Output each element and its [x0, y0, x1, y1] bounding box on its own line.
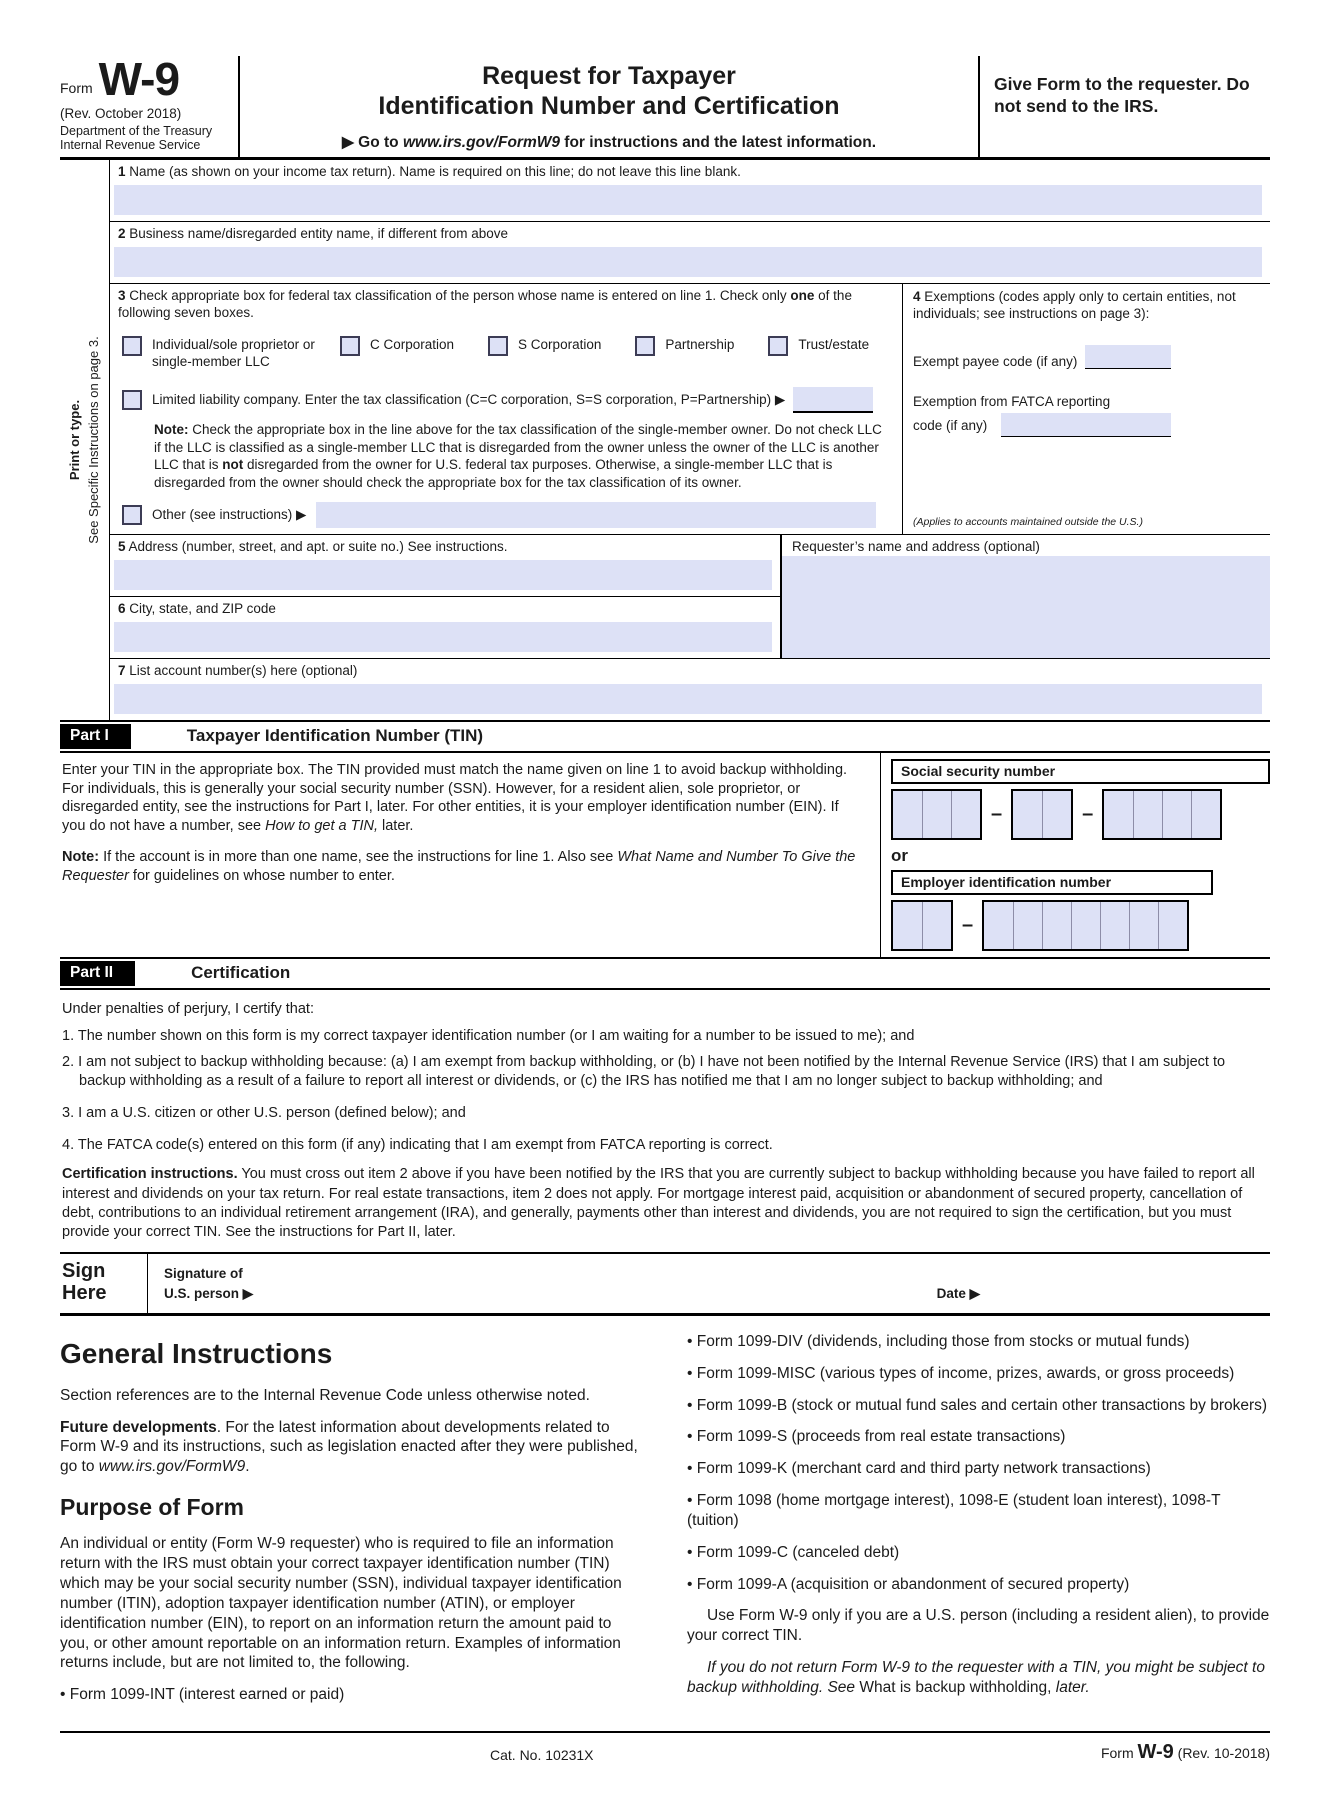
individual-checkbox-label: Individual/sole proprietor or single-member LLC: [152, 336, 315, 370]
line4-number: 4: [913, 288, 921, 304]
part1-body: [60, 753, 1270, 957]
other-label: Other (see instructions) ▶: [152, 507, 307, 523]
date-input[interactable]: [1000, 1266, 1230, 1310]
trust-estate-label: Trust/estate: [798, 336, 870, 352]
goto-instructions-line: [248, 133, 970, 152]
ssn-digit-5[interactable]: [1042, 791, 1071, 838]
certification-instructions-bold: Certification instructions.: [62, 1166, 238, 1183]
line7-row: [110, 659, 1270, 720]
part1-paragraph: Enter your TIN in the appropriate box. The TIN provided must match the name given on line 1 to avoid backup withholding. For individuals, this is generally your social security number (SSN). However, for a resident alien, sole proprietor, or disregarded entity, see the instructions for Part I, later. For other entities, it is your employer identification number (EIN). If you do not have a number, see: [62, 761, 848, 835]
form-id-block: [60, 53, 240, 157]
ein-digit-8[interactable]: [1129, 902, 1158, 949]
signature-label-line1: Signature of: [164, 1265, 243, 1281]
account-numbers-input[interactable]: [114, 684, 1262, 714]
footer-form-revision: (Rev. 10-2018): [1173, 1745, 1270, 1762]
city-state-zip-input[interactable]: [114, 622, 772, 652]
ein-digit-2[interactable]: [922, 902, 951, 949]
other-checkbox[interactable]: [122, 505, 142, 525]
applies-note: (Applies to accounts maintained outside the U.S.): [913, 516, 1143, 529]
tax-class-checkbox-row: [122, 336, 902, 371]
line3-label-one: one: [790, 287, 815, 303]
here-word: Here: [62, 1282, 107, 1305]
ein-digit-9[interactable]: [1158, 902, 1187, 949]
requester-block: [782, 535, 1270, 658]
form-number: W-9: [98, 53, 180, 105]
bullet-1099-s: • Form 1099-S (proceeds from real estate transactions): [687, 1427, 1270, 1447]
form-header: [60, 53, 1270, 157]
ssn-boxes: [891, 789, 1270, 840]
line4-label: Exemptions (codes apply only to certain entities, not individuals; see instructions on page 3):: [913, 288, 1236, 322]
part1-note-a: If the account is in more than one name, see the instructions for line 1. Also see: [99, 849, 618, 866]
section-references-paragraph: Section references are to the Internal Revenue Code unless otherwise noted.: [60, 1386, 590, 1404]
llc-note-p2: disregarded from the owner for U.S. federal tax purposes. Otherwise, a single-member LLC that is disregarded from the owner should check the appropriate box for the tax classification of its owner.: [154, 457, 833, 491]
bullet-1099-a: • Form 1099-A (acquisition or abandonment of secured property): [687, 1575, 1270, 1595]
catalog-number: Cat. No. 10231X: [490, 1747, 594, 1764]
s-corporation-label: S Corporation: [518, 336, 602, 352]
line3-label-pre: Check appropriate box for federal tax classification of the person whose name is entered on line 1. Check only: [129, 287, 791, 303]
print-or-type-label: Print or type.: [66, 399, 82, 481]
line7-number: 7: [118, 662, 126, 678]
sign-word: Sign: [62, 1259, 106, 1282]
c-corporation-label: C Corporation: [370, 336, 455, 352]
llc-note-p1: Check the appropriate box in the line above for the tax classification of the single-member owner. Do not check LLC if the LLC is classified as a single-member LLC that is disregarded from the owner unless the owner of the LLC is another LLC that is: [154, 421, 882, 473]
future-developments-bold: Future developments: [60, 1418, 217, 1436]
future-developments-b: .: [245, 1458, 250, 1476]
part1-note-b: for guidelines on whose number to enter.: [128, 867, 395, 884]
ssn-digit-7[interactable]: [1133, 791, 1162, 838]
bullet-1099-misc: • Form 1099-MISC (various types of income, prizes, awards, or gross proceeds): [687, 1364, 1270, 1384]
certification-instructions: [62, 1165, 1268, 1242]
line7-label: List account number(s) here (optional): [129, 662, 358, 678]
ssn-dash-2: –: [1082, 802, 1094, 825]
general-instructions-title: General Instructions: [60, 1337, 333, 1369]
other-input[interactable]: [316, 502, 876, 528]
fatca-label-line2: code (if any): [913, 418, 988, 434]
general-instructions-section: [60, 1332, 1270, 1717]
part1-note-italic: What Name and Number To Give the Requester: [62, 849, 856, 884]
certify-item-1: 1. The number shown on this form is my correct taxpayer identification number (or I am waiting for a number to be issued to me); and: [62, 1027, 915, 1044]
part1-howto-italic: How to get a TIN,: [265, 818, 378, 835]
date-label: Date ▶: [936, 1285, 980, 1301]
future-developments-url: www.irs.gov/FormW9: [98, 1458, 246, 1476]
backup-roman: What is backup withholding,: [859, 1678, 1052, 1696]
partnership-checkbox[interactable]: [635, 336, 655, 356]
part1-title: Taxpayer Identification Number (TIN): [186, 726, 484, 746]
trust-estate-checkbox[interactable]: [768, 336, 788, 356]
ein-digit-3[interactable]: [984, 902, 1013, 949]
department-label: Department of the Treasury: [60, 123, 213, 138]
bullet-1099-b: • Form 1099-B (stock or mutual fund sales and certain other transactions by brokers): [687, 1396, 1270, 1416]
give-form-block: [978, 56, 1270, 157]
address-input[interactable]: [114, 560, 772, 590]
bullet-1099-int: • Form 1099-INT (interest earned or paid): [60, 1685, 643, 1705]
backup-italic-a: If you do not return Form W-9 to the requester with a TIN, you might be subject to backup withholding. See: [687, 1659, 1265, 1696]
part1-note-bold: Note:: [62, 849, 100, 866]
certify-intro: Under penalties of perjury, I certify that:: [62, 1000, 314, 1017]
irs-url: www.irs.gov/FormW9: [402, 134, 560, 151]
ssn-digit-4[interactable]: [1013, 791, 1042, 838]
tin-boxes-column: [880, 753, 1270, 957]
ein-label: Employer identification number: [891, 870, 1213, 895]
goto-prefix: ▶ Go to: [341, 134, 403, 151]
use-form-paragraph: Use Form W-9 only if you are a U.S. person (including a resident alien), to provide your correct TIN.: [687, 1607, 1270, 1645]
bullet-1099-k: • Form 1099-K (merchant card and third party network transactions): [687, 1459, 1270, 1479]
line2-number: 2: [118, 226, 126, 242]
form-title-block: [240, 56, 978, 157]
exempt-payee-label: Exempt payee code (if any): [913, 354, 1078, 370]
print-or-type-sidebar: [60, 160, 110, 719]
signature-input[interactable]: [320, 1266, 750, 1310]
line2-label: Business name/disregarded entity name, if different from above: [129, 226, 508, 242]
part1-bar: [60, 720, 1270, 753]
ssn-label: Social security number: [891, 759, 1270, 784]
backup-withholding-paragraph: [687, 1658, 1270, 1698]
line3-label-post: of the following seven boxes.: [118, 287, 852, 320]
bullet-1098: • Form 1098 (home mortgage interest), 1098-E (student loan interest), 1098-T (tuition): [687, 1491, 1270, 1531]
fatca-code-input[interactable]: [1001, 413, 1171, 437]
footer-form-reference: [1101, 1741, 1270, 1764]
llc-note: [154, 421, 888, 492]
ein-digit-4[interactable]: [1013, 902, 1042, 949]
part2-title: Certification: [191, 963, 291, 983]
line1-label: Name (as shown on your income tax return). Name is required on this line; do not leave this line blank.: [129, 164, 741, 180]
purpose-of-form-title: Purpose of Form: [60, 1494, 245, 1521]
llc-classification-input[interactable]: [793, 387, 873, 413]
ssn-digit-3[interactable]: [951, 791, 980, 838]
sign-here-label: [60, 1254, 148, 1313]
llc-label: Limited liability company. Enter the tax classification (C=C corporation, S=S corporation, P=Partnership) ▶: [152, 392, 786, 407]
ein-dash: –: [962, 913, 974, 936]
ein-digit-7[interactable]: [1100, 902, 1129, 949]
line6-label: City, state, and ZIP code: [129, 600, 276, 616]
c-corporation-checkbox[interactable]: [340, 336, 360, 356]
ein-digit-1[interactable]: [893, 902, 922, 949]
part2-body: [60, 990, 1270, 1252]
ein-digit-6[interactable]: [1071, 902, 1100, 949]
ein-boxes: [891, 900, 1270, 951]
or-label: or: [891, 845, 908, 865]
part1-paragraph-end: later.: [377, 818, 414, 835]
s-corporation-checkbox[interactable]: [488, 336, 508, 356]
line1-number: 1: [118, 164, 126, 180]
form-main-fields: [60, 157, 1270, 719]
certification-instructions-text: You must cross out item 2 above if you have been notified by the IRS that you are currently subject to backup withholding because you have failed to report all interest and dividends on your tax return. For real estate transactions, item 2 does not apply. For mortgage interest paid, acquisition or abandonment of secured property, cancellation of debt, contributions to an individual retirement arrangement (IRA), and generally, payments other than interest and dividends, you are not required to sign the certification, but you must provide your correct TIN. See the instructions for Part II, later.: [62, 1166, 1255, 1240]
individual-checkbox[interactable]: [122, 336, 142, 356]
agency-label: Internal Revenue Service: [60, 138, 201, 153]
see-instructions-label: See Specific Instructions on page 3.: [85, 336, 101, 544]
name-input[interactable]: [114, 185, 1262, 215]
signature-label: [148, 1254, 253, 1313]
business-name-input[interactable]: [114, 247, 1262, 277]
part1-text: [60, 753, 880, 957]
line6-city: [110, 597, 780, 658]
future-developments-a: . For the latest information about developments related to Form W-9 and its instructions, such as legislation enacted after they were published, go to: [60, 1418, 638, 1476]
requester-input[interactable]: [782, 556, 1270, 658]
other-row: [122, 502, 902, 528]
footer-form-word: Form: [1100, 1745, 1138, 1762]
partnership-label: Partnership: [665, 336, 735, 352]
line3-classification: [110, 284, 902, 534]
line2-row: [110, 222, 1270, 284]
ssn-digit-8[interactable]: [1162, 791, 1191, 838]
line4-exemptions: [902, 284, 1270, 534]
instructions-right-column: [687, 1332, 1270, 1717]
fatca-label-line1: Exemption from FATCA reporting: [913, 394, 1111, 410]
line5-address: [110, 535, 780, 597]
form-title-line2: Identification Number and Certification: [378, 91, 840, 120]
certify-item-2: 2. I am not subject to backup withholding because: (a) I am exempt from backup withholding, or (b) I have not been notified by the Internal Revenue Service (IRS) that I am subject to backup withholding as a result of a failure to report all interest or dividends, or (c) the IRS has notified me that I am no longer subject to backup withholding; and: [62, 1053, 1226, 1090]
backup-italic-b: later.: [1051, 1678, 1090, 1696]
line6-number: 6: [118, 600, 126, 616]
certify-item-4: 4. The FATCA code(s) entered on this form (if any) indicating that I am exempt from FATCA reporting is correct.: [62, 1137, 773, 1154]
line5-line6-row: [110, 535, 1270, 659]
instructions-left-column: [60, 1332, 643, 1717]
bullet-1099-div: • Form 1099-DIV (dividends, including those from stocks or mutual funds): [687, 1332, 1270, 1352]
part1-badge: Part I: [60, 724, 131, 749]
sign-here-row: [60, 1252, 1270, 1316]
line5-number: 5: [118, 539, 126, 555]
llc-note-bold: Note:: [154, 421, 189, 437]
line3-number: 3: [118, 287, 126, 303]
line1-row: [110, 160, 1270, 222]
part2-badge: Part II: [60, 961, 135, 986]
llc-row: [122, 387, 902, 413]
line5-label: Address (number, street, and apt. or suite no.) See instructions.: [128, 539, 508, 555]
exempt-payee-code-input[interactable]: [1085, 345, 1171, 369]
llc-note-not: not: [222, 457, 244, 473]
signature-label-line2: U.S. person ▶: [164, 1286, 254, 1302]
ssn-digit-9[interactable]: [1191, 791, 1220, 838]
form-revision: (Rev. October 2018): [60, 105, 182, 121]
bullet-1099-c: • Form 1099-C (canceled debt): [687, 1543, 1270, 1563]
page-footer: [60, 1731, 1270, 1779]
ssn-digit-1[interactable]: [893, 791, 922, 838]
ssn-dash-1: –: [991, 802, 1003, 825]
give-form-text: Give Form to the requester. Do not send to the IRS.: [994, 74, 1250, 116]
ein-digit-5[interactable]: [1042, 902, 1071, 949]
part2-bar: [60, 957, 1270, 990]
goto-suffix: for instructions and the latest information.: [559, 134, 877, 151]
requester-label: Requester’s name and address (optional): [792, 539, 1040, 555]
form-word: Form: [60, 79, 93, 96]
line3-line4-row: [110, 284, 1270, 535]
certify-item-3: 3. I am a U.S. citizen or other U.S. person (defined below); and: [62, 1105, 466, 1122]
footer-form-number: W-9: [1137, 1741, 1174, 1764]
llc-checkbox[interactable]: [122, 390, 142, 410]
future-developments-paragraph: [60, 1418, 643, 1477]
purpose-paragraph: An individual or entity (Form W-9 requester) who is required to file an information return with the IRS must obtain your correct taxpayer identification number (TIN) which may be your social security number (SSN), individual taxpayer identification number (ITIN), adoption taxpayer identification number (ATIN), or employer identification number (EIN), to report on an information return the amount paid to you, or other amount reportable on an information return. Examples of information returns include, but are not limited to, the following.: [60, 1535, 622, 1672]
form-title-line1: Request for Taxpayer: [482, 62, 736, 90]
ssn-digit-2[interactable]: [922, 791, 951, 838]
ssn-digit-6[interactable]: [1104, 791, 1133, 838]
